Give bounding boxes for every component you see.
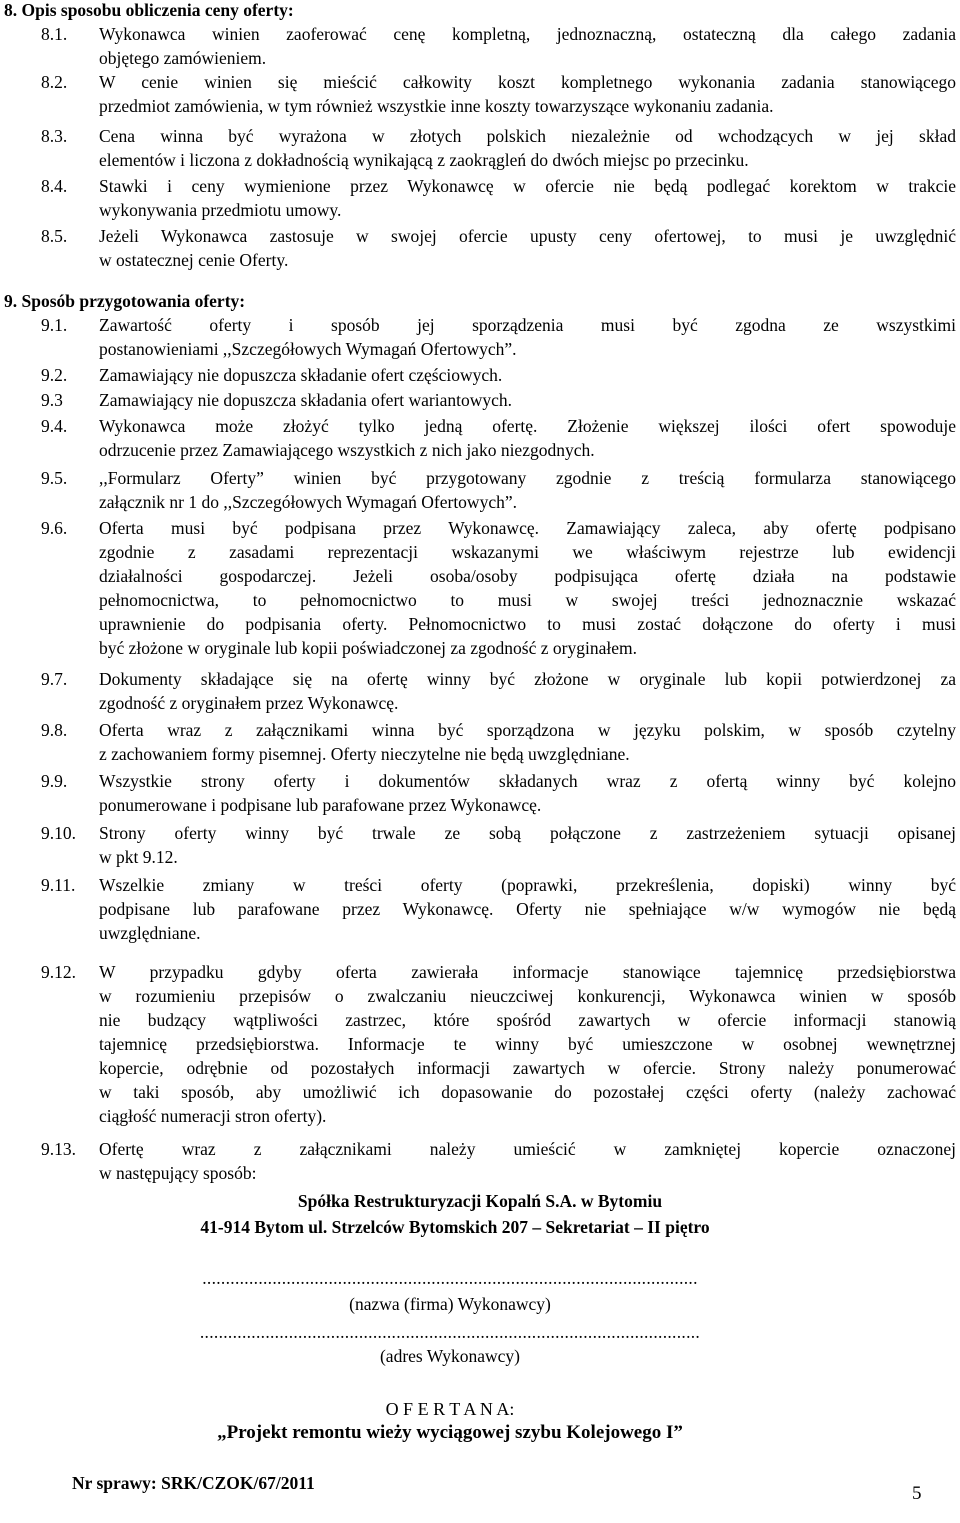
item-line: Zamawiający nie dopuszcza składanie ofert częściowych.: [99, 365, 503, 385]
item-number: 9.7.: [41, 669, 68, 689]
item-line: postanowieniami ,,Szczegółowych Wymagań Ofertowych”.: [99, 339, 517, 359]
section-heading-9: 9. Sposób przygotowania oferty:: [4, 291, 246, 311]
item-number: 9.9.: [41, 771, 68, 791]
item-line: Zawartość oferty i sposób jej sporządzenia musi być zgodna ze wszystkimi: [99, 315, 956, 335]
item-number: 9.11.: [41, 875, 76, 895]
item-number: 9.1.: [41, 315, 68, 335]
item-line: w taki sposób, aby umożliwić ich dopasowanie do pozostałej części oferty (należy zachować: [99, 1082, 956, 1102]
project-title: „Projekt remontu wieży wyciągowej szybu Kolejowego I”: [217, 1422, 683, 1443]
item-line: Ofertę wraz z załącznikami należy umieścić w zamkniętej kopercie oznaczonej: [99, 1139, 956, 1159]
item-number: 9.3: [41, 390, 63, 410]
item-line: ponumerowane i podpisane lub parafowane przez Wykonawcę.: [99, 795, 542, 815]
item-number: 9.2.: [41, 365, 68, 385]
item-line: Wykonawca może złożyć tylko jedną ofertę. Złożenie większej ilości ofert spowoduje: [99, 416, 956, 436]
item-line: Wykonawca winien zaoferować cenę kompletną, jednoznaczną, ostateczną dla całego zadania: [99, 24, 956, 44]
envelope-addressee: Spółka Restrukturyzacji Kopalń S.A. w Bytomiu: [297, 1191, 663, 1211]
item-number: 9.4.: [41, 416, 68, 436]
item-line: Wszelkie zmiany w treści oferty (poprawki, przekreślenia, dopiski) winny być: [99, 875, 956, 895]
dotted-line-name: ..........................................................................................................: [202, 1268, 698, 1288]
item-line: podpisane lub parafowane przez Wykonawcę. Oferty nie spełniające w/w wymogów nie będą: [99, 899, 956, 919]
item-line: ciągłość numeracji stron oferty).: [99, 1106, 327, 1126]
envelope-address: 41-914 Bytom ul. Strzelców Bytomskich 207 – Sekretariat – II piętro: [200, 1217, 710, 1237]
item-number: 9.5.: [41, 468, 68, 488]
item-line: objętego zamówieniem.: [99, 48, 267, 68]
item-line: W cenie winien się mieścić całkowity koszt kompletnego wykonania zadania stanowiącego: [99, 72, 956, 92]
item-line: W przypadku gdyby oferta zawierała informacje stanowiące tajemnicę przedsiębiorstwa: [99, 962, 956, 982]
item-line: w pkt 9.12.: [99, 847, 178, 867]
item-line: załącznik nr 1 do ,,Szczegółowych Wymagań Ofertowych”.: [99, 492, 517, 512]
item-line: zgodnie z zasadami reprezentacji wskazanymi we właściwym rejestrze lub ewidencji: [99, 542, 956, 562]
item-line: odrzucenie przez Zamawiającego wszystkich z nich jako niezgodnych.: [99, 440, 595, 460]
item-line: Oferta wraz z załącznikami winna być sporządzona w języku polskim, w sposób czytelny: [99, 720, 956, 740]
case-number: Nr sprawy: SRK/CZOK/67/2011: [72, 1473, 315, 1493]
item-number: 8.5.: [41, 226, 68, 246]
item-line: Cena winna być wyrażona w złotych polskich niezależnie od wchodzących w jej skład: [99, 126, 956, 146]
item-line: Oferta musi być podpisana przez Wykonawcę. Zamawiający zaleca, aby ofertę podpisano: [99, 518, 956, 538]
item-number: 9.10.: [41, 823, 76, 843]
item-number: 8.3.: [41, 126, 68, 146]
item-line: ,,Formularz Oferty” winien być przygotowany zgodnie z treścią formularza stanowiącego: [99, 468, 956, 488]
item-line: uprawnienie do podpisania oferty. Pełnomocnictwo to musi zostać dołączone do oferty i musi: [99, 614, 956, 634]
item-number: 9.13.: [41, 1139, 76, 1159]
item-line: Wszystkie strony oferty i dokumentów składanych wraz z ofertą winny być kolejno: [99, 771, 956, 791]
item-line: być złożone w oryginale lub kopii poświadczonej za zgodność z oryginałem.: [99, 638, 637, 658]
item-number: 8.1.: [41, 24, 68, 44]
page-number: 5: [912, 1483, 922, 1504]
item-line: z zachowaniem formy pisemnej. Oferty nieczytelne nie będą uwzględniane.: [99, 744, 630, 764]
contractor-address-label: (adres Wykonawcy): [379, 1346, 521, 1366]
item-line: uwzględniane.: [99, 923, 201, 943]
section-heading-8: 8. Opis sposobu obliczenia ceny oferty:: [4, 0, 294, 20]
item-line: zgodność z oryginałem przez Wykonawcę.: [99, 693, 399, 713]
item-line: Stawki i ceny wymienione przez Wykonawcę w ofercie nie będą podlegać korektom w trakcie: [99, 176, 956, 196]
dotted-line-address: ...........................................................................................................: [199, 1322, 701, 1342]
item-line: pełnomocnictwa, to pełnomocnictwo to musi w swojej treści jednoznacznie wskazać: [99, 590, 956, 610]
item-line: w następujący sposób:: [99, 1163, 257, 1183]
item-number: 9.8.: [41, 720, 68, 740]
item-line: w rozumieniu przepisów o zwalczaniu nieuczciwej konkurencji, Wykonawca winien w sposób: [99, 986, 956, 1006]
item-number: 8.4.: [41, 176, 68, 196]
item-line: działalności gospodarczej. Jeżeli osoba/osoby podpisująca ofertę działa na podstawie: [99, 566, 956, 586]
item-line: elementów i liczona z dokładnością wynikającą z zaokrągleń do dwóch miejsc po przecinku.: [99, 150, 749, 170]
item-line: wykonywania przedmiotu umowy.: [99, 200, 342, 220]
item-number: 8.2.: [41, 72, 68, 92]
item-line: Dokumenty składające się na ofertę winny być złożone w oryginale lub kopii potwierdzonej za: [99, 669, 956, 689]
item-line: Jeżeli Wykonawca zastosuje w swojej ofercie upusty ceny ofertowej, to musi je uwzględnić: [99, 226, 956, 246]
item-number: 9.6.: [41, 518, 68, 538]
item-line: tajemnicę przedsiębiorstwa. Informacje te winny być umieszczone w osobnej wewnętrznej: [99, 1034, 956, 1054]
item-line: w ostatecznej cenie Oferty.: [99, 250, 289, 270]
item-line: nie budzący wątpliwości zastrzec, które spośród zawartych w ofercie informacji stanowią: [99, 1010, 956, 1030]
item-line: Zamawiający nie dopuszcza składania ofert wariantowych.: [99, 390, 513, 410]
item-line: kopercie, odrębnie od pozostałych informacji zawartych w ofercie. Strony należy ponumerować: [99, 1058, 956, 1078]
item-line: przedmiot zamówienia, w tym również wszystkie inne koszty towarzyszące wykonaniu zadania.: [99, 96, 774, 116]
offer-label: O F E R T A N A:: [385, 1399, 515, 1419]
contractor-name-label: (nazwa (firma) Wykonawcy): [349, 1294, 551, 1314]
item-line: Strony oferty winny być trwale ze sobą połączone z zastrzeżeniem sytuacji opisanej: [99, 823, 956, 843]
item-number: 9.12.: [41, 962, 76, 982]
